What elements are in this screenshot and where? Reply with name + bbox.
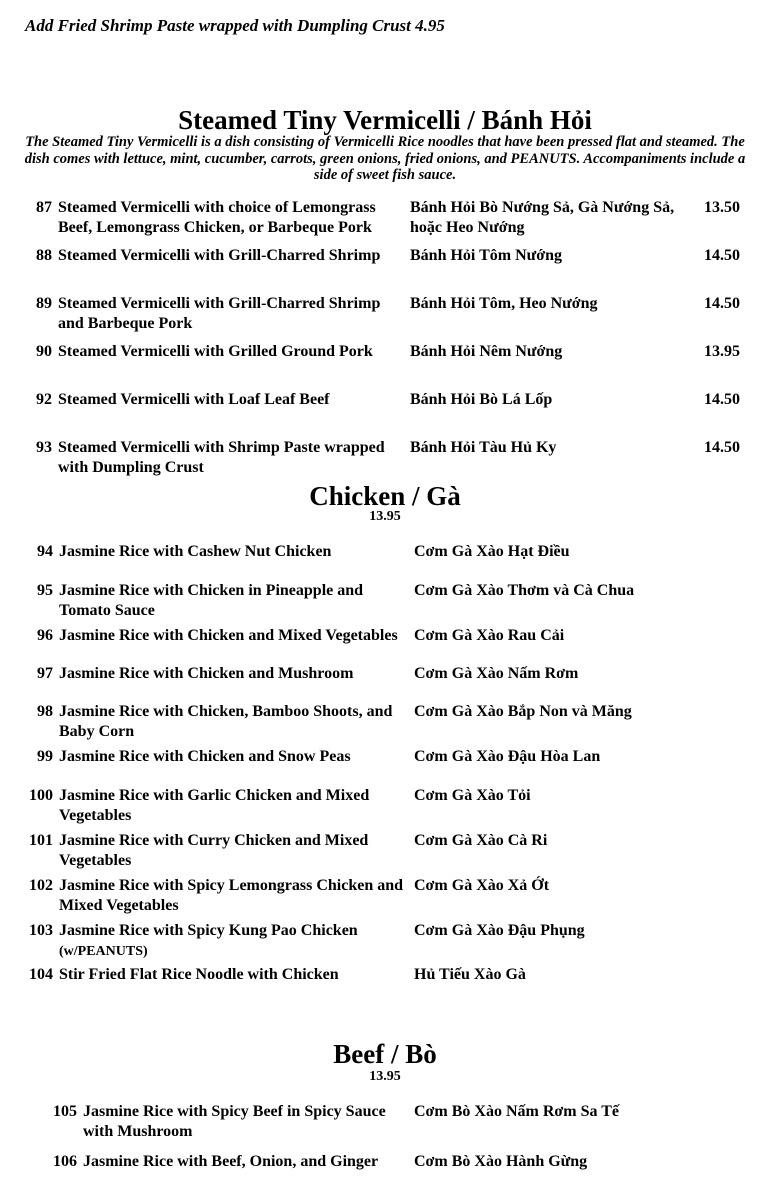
item-name-en: Jasmine Rice with Curry Chicken and Mixed Vegetables: [59, 832, 369, 869]
item-name-en: Steamed Vermicelli with Grill-Charred Shrimp: [58, 247, 381, 264]
item-name-en: Steamed Vermicelli with Grilled Ground Pork: [58, 343, 373, 360]
item-price: 14.50: [704, 391, 740, 408]
item-number: 104: [29, 966, 53, 983]
item-number: 101: [29, 832, 53, 849]
item-name-en: Jasmine Rice with Chicken, Bamboo Shoots, and Baby Corn: [59, 703, 393, 740]
item-name-en: Jasmine Rice with Beef, Onion, and Ginger: [83, 1153, 379, 1170]
item-price: 14.50: [704, 439, 740, 456]
item-number: 92: [36, 391, 52, 408]
item-name-en: Jasmine Rice with Chicken and Snow Peas: [59, 748, 351, 765]
item-name-en: Stir Fried Flat Rice Noodle with Chicken: [59, 966, 339, 983]
item-name-vi: Bánh Hỏi Nêm Nướng: [410, 343, 563, 360]
item-name-en: Jasmine Rice with Chicken and Mixed Vegetables: [59, 627, 398, 644]
section-price-beef: 13.95: [369, 1069, 401, 1084]
item-name-vi: Cơm Gà Xào Rau Cải: [414, 627, 565, 644]
section-title-chicken: Chicken / Gà: [309, 481, 461, 511]
section-title-beef: Beef / Bò: [333, 1039, 437, 1069]
item-name-en: Jasmine Rice with Spicy Beef in Spicy Sauce with Mushroom: [83, 1103, 386, 1140]
item-number: 106: [53, 1153, 77, 1170]
item-number: 89: [36, 295, 52, 312]
item-name-en: Steamed Vermicelli with Shrimp Paste wrapped with Dumpling Crust: [58, 439, 385, 476]
item-name-vi: Cơm Gà Xào Xả Ớt: [414, 877, 550, 894]
item-name-en: Jasmine Rice with Cashew Nut Chicken: [59, 543, 332, 560]
item-name-en: Jasmine Rice with Chicken and Mushroom: [59, 665, 354, 682]
item-number: 87: [36, 199, 52, 216]
item-number: 95: [37, 582, 53, 599]
section-title-vermicelli: Steamed Tiny Vermicelli / Bánh Hỏi: [178, 105, 592, 135]
item-note: (w/PEANUTS): [59, 944, 148, 959]
item-name-en-block: [59, 921, 409, 962]
add-on-note: Add Fried Shrimp Paste wrapped with Dumpling Crust 4.95: [25, 16, 445, 35]
item-name-en: Jasmine Rice with Chicken in Pineapple and Tomato Sauce: [59, 582, 364, 619]
item-name-en: Jasmine Rice with Spicy Lemongrass Chicken and Mixed Vegetables: [59, 877, 404, 914]
section-description: The Steamed Tiny Vermicelli is a dish consisting of Vermicelli Rice noodles that have been pressed flat and steamed. The dish comes with lettuce, mint, cucumber, carrots, green onions, fried onions, and PEANUTS. Accompaniments include a side of sweet fish sauce.: [24, 134, 746, 183]
item-name-vi: Cơm Bò Xào Hành Gừng: [414, 1153, 588, 1170]
item-name-vi: Cơm Gà Xào Đậu Hòa Lan: [414, 748, 601, 765]
item-number: 105: [53, 1103, 77, 1120]
item-number: 102: [29, 877, 53, 894]
item-name-vi: Bánh Hỏi Tàu Hủ Ky: [410, 439, 557, 456]
item-number: 93: [36, 439, 52, 456]
item-name-vi: Cơm Gà Xào Bắp Non và Măng: [414, 703, 632, 720]
item-number: 96: [37, 627, 53, 644]
item-name-vi: Bánh Hỏi Bò Lá Lốp: [410, 391, 553, 408]
item-name-en: Steamed Vermicelli with choice of Lemongrass Beef, Lemongrass Chicken, or Barbeque Pork: [58, 199, 376, 236]
item-name-vi: Cơm Gà Xào Tỏi: [414, 787, 531, 804]
item-name-vi: Bánh Hỏi Bò Nướng Sả, Gà Nướng Sả, hoặc Heo Nướng: [410, 199, 675, 236]
item-number: 100: [29, 787, 53, 804]
item-number: 90: [36, 343, 52, 360]
item-name-vi: Bánh Hỏi Tôm, Heo Nướng: [410, 295, 598, 312]
item-number: 88: [36, 247, 52, 264]
item-number: 98: [37, 703, 53, 720]
item-number: 99: [37, 748, 53, 765]
item-name-en: Steamed Vermicelli with Grill-Charred Shrimp and Barbeque Pork: [58, 295, 381, 332]
item-name-vi: Cơm Bò Xào Nấm Rơm Sa Tế: [414, 1103, 619, 1120]
item-number: 94: [37, 543, 53, 560]
item-price: 13.50: [704, 199, 740, 216]
item-name-vi: Cơm Gà Xào Cà Ri: [414, 832, 548, 849]
item-price: 14.50: [704, 247, 740, 264]
item-price: 14.50: [704, 295, 740, 312]
item-price: 13.95: [704, 343, 740, 360]
item-name-en: Jasmine Rice with Garlic Chicken and Mixed Vegetables: [59, 787, 370, 824]
item-name-vi: Cơm Gà Xào Nấm Rơm: [414, 665, 579, 682]
item-name-en: Steamed Vermicelli with Loaf Leaf Beef: [58, 391, 330, 408]
item-name-en: Jasmine Rice with Spicy Kung Pao Chicken: [59, 922, 358, 939]
item-name-vi: Cơm Gà Xào Đậu Phụng: [414, 922, 585, 939]
section-price-chicken: 13.95: [369, 509, 401, 524]
item-number: 97: [37, 665, 53, 682]
item-number: 103: [29, 922, 53, 939]
item-name-vi: Bánh Hỏi Tôm Nướng: [410, 247, 562, 264]
item-name-vi: Hủ Tiếu Xào Gà: [414, 966, 526, 983]
item-name-vi: Cơm Gà Xào Thơm và Cà Chua: [414, 582, 635, 599]
item-name-vi: Cơm Gà Xào Hạt Điều: [414, 543, 570, 560]
